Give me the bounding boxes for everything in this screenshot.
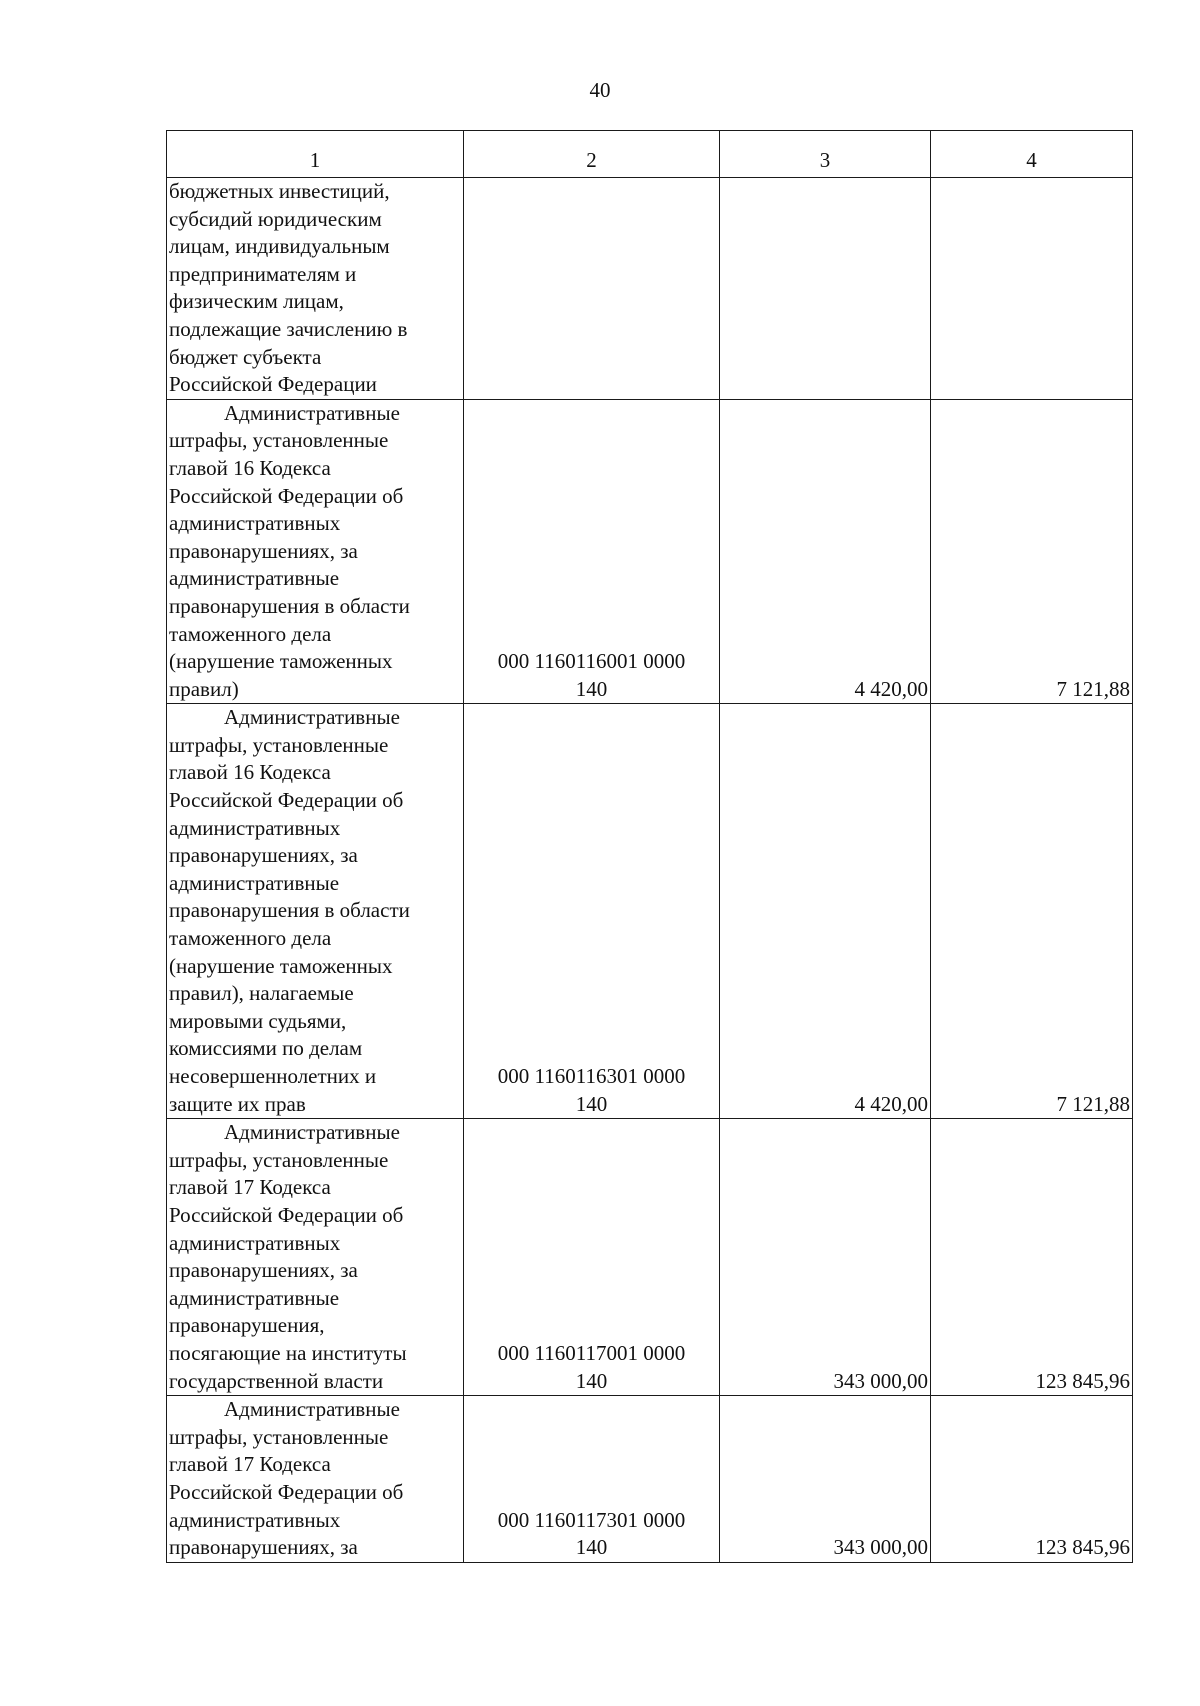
budget-code-cell bbox=[464, 704, 720, 1119]
table-row bbox=[167, 1396, 1133, 1563]
income-name-line: Административные bbox=[224, 1120, 400, 1145]
table-body bbox=[167, 178, 1133, 1563]
amount-col-4 bbox=[931, 178, 1133, 400]
amount-col-4: 123 845,96 bbox=[931, 1396, 1133, 1563]
column-header-2: 2 bbox=[464, 131, 720, 178]
amount-col-4: 7 121,88 bbox=[931, 399, 1133, 704]
page-number: 40 bbox=[589, 78, 611, 102]
income-name-line: Административные bbox=[224, 705, 400, 730]
budget-code-line: 000 1160116301 0000 bbox=[497, 1064, 686, 1088]
income-name-cell bbox=[167, 178, 464, 400]
income-name-line: правонарушениях, за bbox=[169, 1535, 358, 1560]
income-name-line: субсидий юридическим bbox=[169, 206, 382, 231]
income-name-line: главой 16 Кодекса bbox=[169, 760, 331, 785]
income-name-line: (нарушение таможенных bbox=[169, 953, 393, 978]
income-name-line: подлежащие зачислению в bbox=[169, 316, 408, 341]
income-name-line: административные bbox=[169, 1285, 340, 1310]
income-name-line: таможенного дела bbox=[169, 621, 332, 646]
table-row bbox=[167, 399, 1133, 704]
amount-col-3: 343 000,00 bbox=[720, 1396, 931, 1563]
budget-income-table bbox=[166, 130, 1133, 1563]
income-name-line: защите их прав bbox=[169, 1091, 306, 1116]
budget-code-line: 140 bbox=[575, 1368, 608, 1393]
amount-col-3: 343 000,00 bbox=[720, 1119, 931, 1396]
income-name-line: главой 16 Кодекса bbox=[169, 455, 331, 480]
income-name-line: правонарушения в области bbox=[169, 593, 410, 618]
income-name-line: штрафы, установленные bbox=[169, 1147, 389, 1172]
income-name-line: правонарушениях, за bbox=[169, 538, 358, 563]
income-name-line: правонарушениях, за bbox=[169, 1258, 358, 1283]
amount-col-4: 123 845,96 bbox=[931, 1119, 1133, 1396]
income-name-line: правил), налагаемые bbox=[169, 981, 354, 1006]
income-name-line: посягающие на институты bbox=[169, 1340, 407, 1365]
budget-code-line: 140 bbox=[575, 1535, 608, 1560]
table-row bbox=[167, 1119, 1133, 1396]
budget-code-line: 000 1160117001 0000 bbox=[497, 1340, 686, 1365]
income-name-line: Административные bbox=[224, 1397, 400, 1422]
amount-col-4: 7 121,88 bbox=[931, 704, 1133, 1119]
income-name-line: мировыми судьями, bbox=[169, 1008, 347, 1033]
income-name-line: административные bbox=[169, 566, 340, 591]
income-name-line: главой 17 Кодекса bbox=[169, 1175, 331, 1200]
income-name-line: правонарушения, bbox=[169, 1313, 325, 1338]
income-name-line: административные bbox=[169, 870, 340, 895]
income-name-line: бюджетных инвестиций, bbox=[169, 179, 390, 203]
budget-code-line: 000 1160116001 0000 bbox=[497, 649, 686, 674]
income-name-line: административных bbox=[169, 1507, 341, 1532]
budget-code-cell bbox=[464, 1119, 720, 1396]
income-name-line: штрафы, установленные bbox=[169, 1424, 389, 1449]
income-name-line: Российской Федерации об bbox=[169, 788, 404, 813]
income-name-line: административных bbox=[169, 815, 341, 840]
income-name-line: лицам, индивидуальным bbox=[169, 234, 390, 259]
budget-code-cell bbox=[464, 1396, 720, 1563]
income-name-line: Российской Федерации об bbox=[169, 1479, 404, 1504]
table-row bbox=[167, 704, 1133, 1119]
income-name-line: Российской Федерации об bbox=[169, 483, 404, 508]
income-name-line: государственной власти bbox=[169, 1368, 384, 1393]
income-name-line: предпринимателям и bbox=[169, 261, 357, 286]
column-header-1: 1 bbox=[167, 131, 464, 178]
income-name-cell bbox=[167, 1396, 464, 1563]
table-header-row bbox=[167, 131, 1133, 178]
income-name-cell bbox=[167, 704, 464, 1119]
column-header-3: 3 bbox=[720, 131, 931, 178]
income-name-line: Административные bbox=[224, 400, 400, 425]
income-name-line: (нарушение таможенных bbox=[169, 649, 393, 674]
income-name-line: штрафы, установленные bbox=[169, 428, 389, 453]
income-name-line: бюджет субъекта bbox=[169, 344, 322, 369]
table-row bbox=[167, 178, 1133, 400]
column-header-4: 4 bbox=[931, 131, 1133, 178]
budget-code-cell bbox=[464, 178, 720, 400]
amount-col-3: 4 420,00 bbox=[720, 704, 931, 1119]
income-name-line: Российской Федерации bbox=[169, 372, 377, 397]
amount-col-3 bbox=[720, 178, 931, 400]
income-name-line: Российской Федерации об bbox=[169, 1202, 404, 1227]
income-name-line: правонарушениях, за bbox=[169, 843, 358, 868]
income-name-line: административных bbox=[169, 511, 341, 536]
income-name-line: главой 17 Кодекса bbox=[169, 1452, 331, 1477]
budget-code-line: 000 1160117301 0000 bbox=[497, 1507, 686, 1532]
budget-code-cell bbox=[464, 399, 720, 704]
budget-code-line: 140 bbox=[575, 1091, 608, 1116]
income-name-cell bbox=[167, 399, 464, 704]
income-name-cell bbox=[167, 1119, 464, 1396]
budget-code-line: 140 bbox=[575, 676, 608, 701]
income-name-line: штрафы, установленные bbox=[169, 732, 389, 757]
income-name-line: административных bbox=[169, 1230, 341, 1255]
income-name-line: правонарушения в области bbox=[169, 898, 410, 923]
income-name-line: комиссиями по делам bbox=[169, 1036, 363, 1061]
income-name-line: несовершеннолетних и bbox=[169, 1064, 377, 1088]
income-name-line: физическим лицам, bbox=[169, 289, 344, 314]
amount-col-3: 4 420,00 bbox=[720, 399, 931, 704]
income-name-line: правил) bbox=[169, 676, 239, 701]
income-name-line: таможенного дела bbox=[169, 926, 332, 951]
